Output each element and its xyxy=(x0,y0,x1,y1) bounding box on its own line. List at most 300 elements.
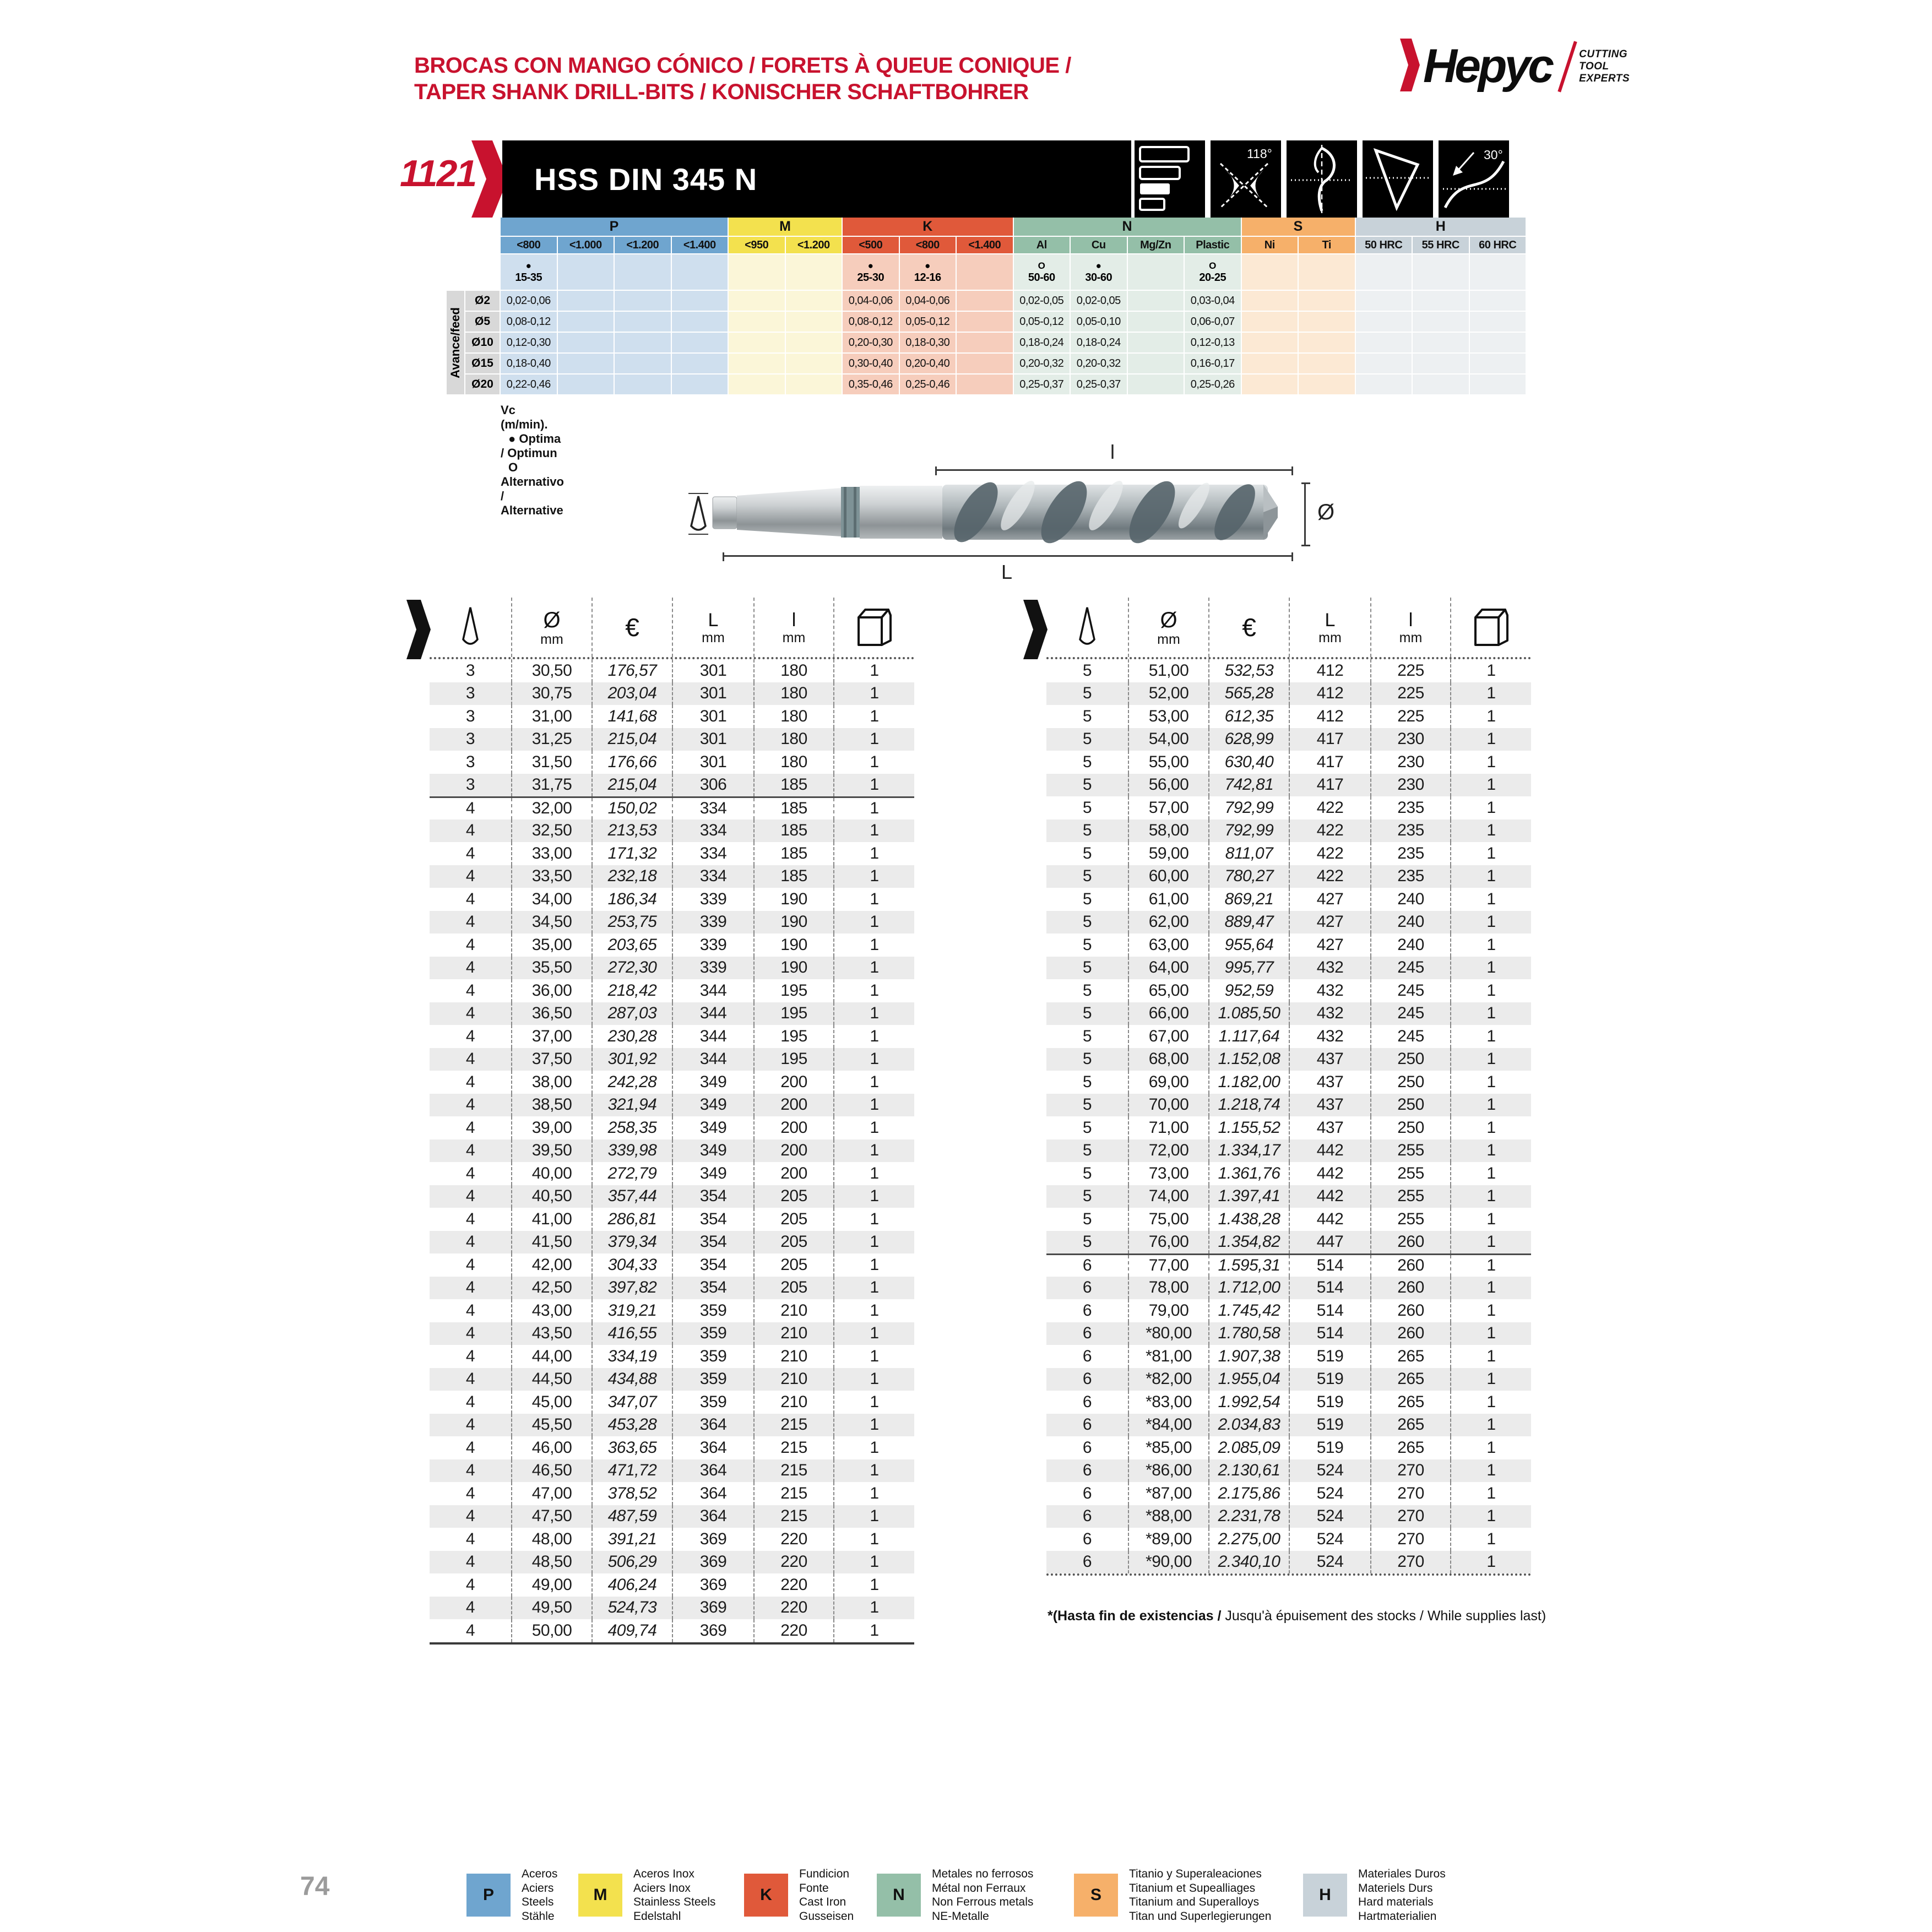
price-eur: 1.712,00 xyxy=(1209,1277,1290,1300)
price-eur: 1.334,17 xyxy=(1209,1139,1290,1163)
table-row xyxy=(430,1391,914,1414)
feed-cell: 0,08-0,12 xyxy=(501,312,557,332)
price-eur: 1.595,31 xyxy=(1209,1255,1290,1277)
table-row xyxy=(1046,1368,1531,1391)
flute-length-mm: 190 xyxy=(755,957,834,980)
flute-length-mm: 200 xyxy=(755,1071,834,1094)
total-length-column-header: L mm xyxy=(673,598,755,657)
feed-cell: 0,22-0,46 xyxy=(501,375,557,394)
total-length-mm: 354 xyxy=(673,1208,755,1231)
feed-cell xyxy=(1470,375,1526,394)
cone-number: 5 xyxy=(1046,682,1129,705)
pack-qty: 1 xyxy=(870,1438,879,1457)
section-chevron-icon xyxy=(1023,600,1048,662)
total-length-mm: 427 xyxy=(1290,934,1371,957)
diameter-mm: 44,50 xyxy=(512,1368,593,1391)
feed-cell: 0,08-0,12 xyxy=(843,312,899,332)
feed-cell xyxy=(957,312,1013,332)
total-length-mm: 364 xyxy=(673,1436,755,1459)
pack-qty: 1 xyxy=(1486,1484,1496,1502)
price-eur: 995,77 xyxy=(1209,957,1290,980)
total-length-mm: 354 xyxy=(673,1231,755,1254)
feed-cell xyxy=(672,312,728,332)
legend-swatch-S: S xyxy=(1074,1874,1118,1917)
speed-subcolumn: <1.200 xyxy=(615,237,671,253)
pack-qty: 1 xyxy=(870,1164,879,1182)
price-eur: 339,98 xyxy=(593,1139,673,1163)
table-row xyxy=(1046,1231,1531,1254)
table-row xyxy=(1046,728,1531,751)
table-row xyxy=(430,1414,914,1437)
total-length-mm: 417 xyxy=(1290,751,1371,774)
pack-qty: 1 xyxy=(1486,1347,1496,1365)
flute-length-mm: 190 xyxy=(755,911,834,934)
pack-qty: 1 xyxy=(870,1301,879,1320)
feed-cell xyxy=(957,291,1013,311)
cone-number: 4 xyxy=(430,842,512,865)
flute-length-column-header: l mm xyxy=(1371,598,1451,657)
speed-subcolumn: Ti xyxy=(1299,237,1355,253)
flute-length-mm: 265 xyxy=(1371,1436,1451,1459)
feed-cell xyxy=(1413,333,1469,352)
price-eur: 1.780,58 xyxy=(1209,1322,1290,1345)
feed-cell xyxy=(786,333,842,352)
total-length-mm: 354 xyxy=(673,1185,755,1208)
flute-length-mm: 250 xyxy=(1371,1094,1451,1117)
svg-text:30°: 30° xyxy=(1484,148,1503,162)
cone-number: 6 xyxy=(1046,1414,1129,1437)
speed-subcolumn: <500 xyxy=(843,237,899,253)
table-row xyxy=(1046,1185,1531,1208)
diameter-mm: 48,50 xyxy=(512,1551,593,1574)
price-eur: 416,55 xyxy=(593,1322,673,1345)
diameter-mm: 53,00 xyxy=(1129,705,1209,728)
pack-qty: 1 xyxy=(870,1392,879,1411)
legend-line: Gusseisen xyxy=(799,1909,854,1923)
speed-subcolumn: 55 HRC xyxy=(1413,237,1469,253)
total-length-mm: 339 xyxy=(673,934,755,957)
diameter-mm: *88,00 xyxy=(1129,1505,1209,1528)
pack-qty: 1 xyxy=(1486,958,1496,977)
feed-cell xyxy=(615,333,671,352)
pack-qty: 1 xyxy=(870,913,879,931)
feed-cell xyxy=(1128,354,1184,373)
feed-cell: 0,20-0,30 xyxy=(843,333,899,352)
total-length-mm: 427 xyxy=(1290,911,1371,934)
total-length-mm: 349 xyxy=(673,1094,755,1117)
vc-cell xyxy=(1299,254,1355,290)
feed-cell: 0,18-0,24 xyxy=(1071,333,1127,352)
package-column-header xyxy=(1451,598,1531,657)
diameter-mm: 39,50 xyxy=(512,1139,593,1163)
diameter-mm: 69,00 xyxy=(1129,1071,1209,1094)
flute-length-mm: 215 xyxy=(755,1505,834,1528)
table-row xyxy=(1046,1528,1531,1551)
vc-cell xyxy=(1071,254,1127,290)
feed-cell: 0,05-0,12 xyxy=(1014,312,1070,332)
vc-range: 15-35 xyxy=(515,272,542,284)
diameter-mm: 57,00 xyxy=(1129,796,1209,820)
diameter-mm: 60,00 xyxy=(1129,865,1209,888)
feed-cell xyxy=(1470,291,1526,311)
cone-number: 4 xyxy=(430,1231,512,1254)
diameter-mm: 52,00 xyxy=(1129,682,1209,705)
diameter-row-label: Ø5 xyxy=(465,312,500,332)
morse-taper-icon xyxy=(459,605,481,649)
pack-qty: 1 xyxy=(870,799,879,818)
material-group-M: M xyxy=(729,218,842,236)
flute-length-mm: 180 xyxy=(755,728,834,751)
price-eur: 258,35 xyxy=(593,1116,673,1139)
cone-number: 5 xyxy=(1046,957,1129,980)
total-length-mm: 349 xyxy=(673,1139,755,1163)
table-row xyxy=(430,659,914,682)
total-length-mm: 432 xyxy=(1290,1002,1371,1025)
cone-number: 5 xyxy=(1046,1071,1129,1094)
cone-number: 5 xyxy=(1046,705,1129,728)
total-length-mm: 524 xyxy=(1290,1528,1371,1551)
cone-number: 6 xyxy=(1046,1528,1129,1551)
pack-qty: 1 xyxy=(1486,844,1496,862)
flute-length-mm: 200 xyxy=(755,1116,834,1139)
feed-cell xyxy=(786,354,842,373)
pack-qty: 1 xyxy=(1486,913,1496,931)
flute-length-mm: 265 xyxy=(1371,1414,1451,1437)
cone-number: 6 xyxy=(1046,1368,1129,1391)
total-length-mm: 427 xyxy=(1290,888,1371,911)
diameter-mm: 62,00 xyxy=(1129,911,1209,934)
price-eur: 406,24 xyxy=(593,1573,673,1597)
vc-cell xyxy=(1413,254,1469,290)
price-eur: 319,21 xyxy=(593,1299,673,1322)
cone-number: 5 xyxy=(1046,1185,1129,1208)
cone-number: 4 xyxy=(430,1436,512,1459)
price-eur: 630,40 xyxy=(1209,751,1290,774)
table-row xyxy=(430,865,914,888)
diameter-mm: 48,00 xyxy=(512,1528,593,1551)
total-length-mm: 369 xyxy=(673,1573,755,1597)
price-eur: 347,07 xyxy=(593,1391,673,1414)
price-eur: 287,03 xyxy=(593,1002,673,1025)
pack-qty: 1 xyxy=(870,1529,879,1548)
diameter-mm: 49,50 xyxy=(512,1597,593,1620)
total-length-mm: 364 xyxy=(673,1459,755,1483)
price-eur: 1.438,28 xyxy=(1209,1208,1290,1231)
vc-cell xyxy=(900,254,956,290)
pack-qty: 1 xyxy=(870,1278,879,1297)
pack-qty: 1 xyxy=(1486,1004,1496,1023)
total-length-mm: 369 xyxy=(673,1528,755,1551)
diameter-mm: 47,50 xyxy=(512,1505,593,1528)
flute-length-dim-line xyxy=(935,469,1293,471)
diameter-row-label: Ø15 xyxy=(465,354,500,373)
total-length-mm: 301 xyxy=(673,728,755,751)
total-length-mm: 334 xyxy=(673,798,755,820)
speed-subcolumn: 50 HRC xyxy=(1356,237,1412,253)
legend-text xyxy=(633,1867,715,1923)
pack-qty: 1 xyxy=(870,1255,879,1274)
price-eur: 150,02 xyxy=(593,798,673,820)
flute-length-mm: 185 xyxy=(755,865,834,888)
total-length-mm: 412 xyxy=(1290,659,1371,682)
diameter-mm: 30,50 xyxy=(512,659,593,682)
feed-cell: 0,06-0,07 xyxy=(1185,312,1241,332)
price-eur: 532,53 xyxy=(1209,659,1290,682)
diameter-mm: 49,00 xyxy=(512,1573,593,1597)
flute-length-mm: 210 xyxy=(755,1322,834,1345)
diameter-mm: 31,50 xyxy=(512,751,593,774)
feed-row xyxy=(465,312,1527,332)
cone-number: 4 xyxy=(430,1299,512,1322)
total-length-mm: 301 xyxy=(673,659,755,682)
price-eur: 434,88 xyxy=(593,1368,673,1391)
price-eur: 409,74 xyxy=(593,1619,673,1642)
table-row xyxy=(430,1505,914,1528)
feed-cell xyxy=(957,375,1013,394)
pack-qty: 1 xyxy=(1486,1233,1496,1251)
feed-cell xyxy=(1242,291,1298,311)
pack-qty: 1 xyxy=(1486,821,1496,840)
total-length-mm: 422 xyxy=(1290,842,1371,865)
price-eur: 2.275,00 xyxy=(1209,1528,1290,1551)
feed-cell xyxy=(1413,312,1469,332)
cone-number: 4 xyxy=(430,1391,512,1414)
pack-qty: 1 xyxy=(870,981,879,1000)
cone-number: 4 xyxy=(430,1048,512,1071)
vc-cell xyxy=(786,254,842,290)
legend-line: Titan und Superlegierungen xyxy=(1129,1909,1272,1923)
feed-cell: 0,18-0,40 xyxy=(501,354,557,373)
feed-cell xyxy=(558,375,614,394)
material-group-H: H xyxy=(1356,218,1526,236)
cone-number: 5 xyxy=(1046,1094,1129,1117)
table-row xyxy=(430,1368,914,1391)
total-length-mm: 437 xyxy=(1290,1094,1371,1117)
feed-cell: 0,12-0,30 xyxy=(501,333,557,352)
feed-cell: 0,25-0,26 xyxy=(1185,375,1241,394)
diameter-mm: 42,00 xyxy=(512,1253,593,1277)
price-eur: 272,79 xyxy=(593,1162,673,1185)
feed-cell xyxy=(1242,375,1298,394)
flute-length-mm: 190 xyxy=(755,934,834,957)
flute-length-mm: 195 xyxy=(755,1048,834,1071)
feed-cell xyxy=(672,333,728,352)
flute-length-mm: 270 xyxy=(1371,1482,1451,1505)
feed-cell xyxy=(615,312,671,332)
total-length-mm: 339 xyxy=(673,888,755,911)
feed-cell xyxy=(1356,375,1412,394)
feed-cell xyxy=(1299,333,1355,352)
speed-subcolumn: Ni xyxy=(1242,237,1298,253)
vc-cell xyxy=(843,254,899,290)
total-length-mm: 412 xyxy=(1290,705,1371,728)
table-row xyxy=(1046,957,1531,980)
feed-cell xyxy=(1413,375,1469,394)
pack-qty: 1 xyxy=(1486,981,1496,1000)
total-length-mm: 349 xyxy=(673,1116,755,1139)
brand-name: Hepyc xyxy=(1423,40,1552,93)
price-eur: 742,81 xyxy=(1209,774,1290,797)
feed-cell xyxy=(957,354,1013,373)
price-eur: 215,04 xyxy=(593,728,673,751)
table-row xyxy=(1046,911,1531,934)
cone-number: 5 xyxy=(1046,934,1129,957)
pack-qty: 1 xyxy=(870,1095,879,1114)
drill-bit-photo xyxy=(712,473,1279,555)
pack-qty: 1 xyxy=(1486,1324,1496,1343)
cone-number: 4 xyxy=(430,1597,512,1620)
pack-qty: 1 xyxy=(1486,752,1496,771)
feed-cell xyxy=(786,312,842,332)
feed-cell xyxy=(672,354,728,373)
cone-number: 5 xyxy=(1046,820,1129,843)
pack-qty: 1 xyxy=(870,1118,879,1137)
feed-cell: 0,12-0,13 xyxy=(1185,333,1241,352)
feed-cell xyxy=(1299,291,1355,311)
price-column-header: € xyxy=(593,598,673,657)
section-chevron-icon xyxy=(406,600,431,662)
flute-length-mm: 200 xyxy=(755,1139,834,1163)
pack-qty: 1 xyxy=(1486,1141,1496,1160)
feed-cell: 0,02-0,05 xyxy=(1071,291,1127,311)
vc-range: 50-60 xyxy=(1028,272,1055,284)
diameter-mm: 34,50 xyxy=(512,911,593,934)
pack-qty: 1 xyxy=(1486,1553,1496,1571)
table-row xyxy=(1046,1277,1531,1300)
price-eur: 203,04 xyxy=(593,682,673,705)
cone-number: 5 xyxy=(1046,1162,1129,1185)
legend-line: Stainless Steels xyxy=(633,1896,716,1908)
optimum-dot-icon: ● xyxy=(525,261,531,271)
flute-length-mm: 270 xyxy=(1371,1505,1451,1528)
diameter-mm: *89,00 xyxy=(1129,1528,1209,1551)
legend-swatch-N: N xyxy=(877,1874,921,1917)
diameter-mm: 39,00 xyxy=(512,1116,593,1139)
cone-number: 6 xyxy=(1046,1345,1129,1368)
diameter-mm: *81,00 xyxy=(1129,1345,1209,1368)
table-row xyxy=(1046,1505,1531,1528)
table-row xyxy=(1046,1482,1531,1505)
vc-cell xyxy=(729,254,785,290)
price-eur: 1.907,38 xyxy=(1209,1345,1290,1368)
cone-number: 4 xyxy=(430,1368,512,1391)
diameter-mm: 61,00 xyxy=(1129,888,1209,911)
flute-length-mm: 230 xyxy=(1371,728,1451,751)
optimum-dot-icon: ● xyxy=(925,261,931,271)
cone-number: 5 xyxy=(1046,751,1129,774)
cone-number: 4 xyxy=(430,1573,512,1597)
legend-text xyxy=(1358,1867,1446,1923)
brand-tagline-1: CUTTING xyxy=(1579,48,1628,60)
table-row xyxy=(1046,865,1531,888)
total-length-mm: 301 xyxy=(673,682,755,705)
total-length-mm: 344 xyxy=(673,979,755,1002)
total-length-mm: 514 xyxy=(1290,1255,1371,1277)
cone-number: 5 xyxy=(1046,1208,1129,1231)
cone-number: 5 xyxy=(1046,1048,1129,1071)
alternative-circle-icon: O xyxy=(1038,261,1045,271)
legend-line: NE-Metalle xyxy=(932,1909,989,1923)
feed-cell xyxy=(1242,333,1298,352)
diameter-mm: 45,50 xyxy=(512,1414,593,1437)
feed-cell xyxy=(1242,312,1298,332)
vc-cell xyxy=(672,254,728,290)
diameter-mm: 37,00 xyxy=(512,1025,593,1048)
diameter-mm: 33,50 xyxy=(512,865,593,888)
table-row xyxy=(1046,842,1531,865)
diameter-mm: 58,00 xyxy=(1129,820,1209,843)
total-length-mm: 349 xyxy=(673,1162,755,1185)
total-length-mm: 524 xyxy=(1290,1551,1371,1574)
diameter-mm: 43,00 xyxy=(512,1299,593,1322)
legend-item-H xyxy=(1303,1867,1446,1923)
flute-length-column-header: l mm xyxy=(755,598,834,657)
pack-qty: 1 xyxy=(1486,684,1496,703)
pack-qty: 1 xyxy=(870,1415,879,1434)
price-eur: 955,64 xyxy=(1209,934,1290,957)
pack-qty: 1 xyxy=(1486,1256,1496,1275)
flute-length-mm: 245 xyxy=(1371,979,1451,1002)
price-eur: 811,07 xyxy=(1209,842,1290,865)
diameter-mm: 76,00 xyxy=(1129,1231,1209,1254)
legend-text xyxy=(522,1867,557,1923)
diameter-row-label: Ø10 xyxy=(465,333,500,352)
total-length-label: L xyxy=(1001,561,1013,583)
price-eur: 2.231,78 xyxy=(1209,1505,1290,1528)
total-length-mm: 412 xyxy=(1290,682,1371,705)
table-header xyxy=(1046,598,1531,659)
price-eur: 1.361,76 xyxy=(1209,1162,1290,1185)
legend-item-N xyxy=(877,1867,1033,1923)
cone-number: 6 xyxy=(1046,1459,1129,1483)
feed-cell xyxy=(1356,333,1412,352)
pack-qty: 1 xyxy=(1486,1187,1496,1206)
vc-cell xyxy=(1185,254,1241,290)
cone-number: 4 xyxy=(430,1414,512,1437)
flute-length-mm: 260 xyxy=(1371,1255,1451,1277)
flute-length-mm: 260 xyxy=(1371,1299,1451,1322)
diameter-mm: 35,00 xyxy=(512,934,593,957)
brand-tagline-3: EXPERTS xyxy=(1579,72,1630,84)
cone-number: 4 xyxy=(430,1505,512,1528)
feed-cell xyxy=(729,375,785,394)
legend-text xyxy=(932,1867,1033,1923)
table-row xyxy=(430,934,914,957)
table-row xyxy=(1046,1345,1531,1368)
vc-cell xyxy=(615,254,671,290)
table-row xyxy=(430,1573,914,1597)
cone-number: 4 xyxy=(430,1345,512,1368)
pack-qty: 1 xyxy=(1486,1370,1496,1388)
price-eur: 2.130,61 xyxy=(1209,1459,1290,1483)
flute-length-mm: 195 xyxy=(755,979,834,1002)
feed-cell xyxy=(1299,354,1355,373)
price-eur: 215,04 xyxy=(593,774,673,797)
pack-qty: 1 xyxy=(1486,1415,1496,1434)
cone-number: 4 xyxy=(430,820,512,843)
cone-number: 3 xyxy=(430,751,512,774)
diameter-mm: *80,00 xyxy=(1129,1322,1209,1345)
feed-cell xyxy=(615,354,671,373)
legend-line: Fundicion xyxy=(799,1868,850,1880)
helix-angle-30-icon xyxy=(1439,140,1509,218)
brand-logo xyxy=(1400,39,1630,94)
alternative-circle-icon: O xyxy=(1209,261,1217,271)
flute-length-mm: 255 xyxy=(1371,1185,1451,1208)
diameter-mm: 68,00 xyxy=(1129,1048,1209,1071)
diameter-mm: 31,00 xyxy=(512,705,593,728)
table-row xyxy=(430,705,914,728)
